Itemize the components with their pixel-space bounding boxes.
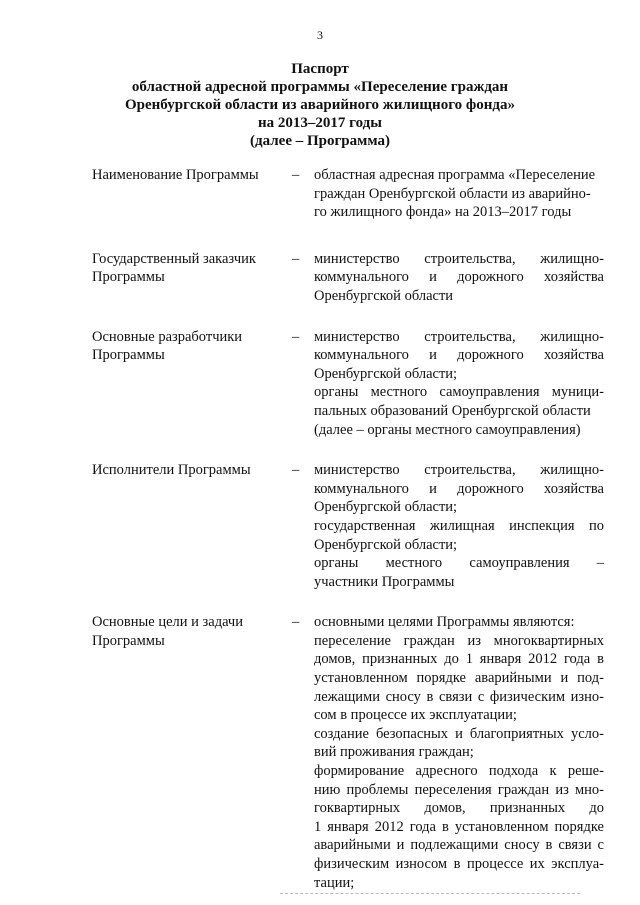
row-label <box>92 328 282 365</box>
row-content-line: сом в процессе их эксплуатации; <box>314 707 517 724</box>
word: подхода <box>488 763 539 780</box>
word: из <box>467 632 481 649</box>
row-label-line: Программы <box>92 347 165 364</box>
row-label-line: Наименование Программы <box>92 167 259 183</box>
word: гоквартирных <box>314 800 401 817</box>
row-content-line: Оренбургской области; <box>314 499 458 516</box>
row-label-line: Программы <box>92 269 165 286</box>
word: из <box>555 781 569 798</box>
passport-row <box>0 461 640 591</box>
word: их <box>529 856 545 872</box>
word: к <box>549 763 557 780</box>
row-dash: – <box>292 614 300 631</box>
title-line: на 2013–2017 годы <box>258 115 382 131</box>
word: с <box>597 837 604 854</box>
word: самоуправления <box>439 384 540 401</box>
row-content <box>314 461 604 591</box>
row-dash: – <box>292 167 300 183</box>
word: переселения <box>414 781 492 798</box>
title-line: Паспорт <box>291 61 349 77</box>
row-content-line <box>314 383 604 402</box>
word: муници- <box>551 384 604 401</box>
word: физическим <box>314 856 390 872</box>
word: домов, <box>314 651 356 668</box>
row-content <box>314 328 604 440</box>
word: в <box>597 651 604 668</box>
word: жилищно- <box>540 250 604 267</box>
word: мно- <box>574 781 604 798</box>
word: и <box>455 725 463 742</box>
word: и <box>429 269 437 286</box>
row-content-line: граждан Оренбургской области из аварийно- <box>314 185 591 202</box>
word: жилищная <box>429 517 495 534</box>
word: января <box>479 651 522 668</box>
word: местного <box>370 384 428 401</box>
word: государственная <box>314 517 416 534</box>
row-content <box>314 613 604 892</box>
word: строительства, <box>424 328 516 345</box>
word: жилищно- <box>540 328 604 345</box>
word: дорожного <box>457 480 524 497</box>
row-content-line <box>314 725 604 744</box>
word: хозяйства <box>544 480 604 497</box>
row-content-line <box>314 688 604 707</box>
word: сносу <box>385 688 421 705</box>
row-content-line <box>314 268 604 287</box>
word: износом <box>395 856 448 872</box>
word: коммунального <box>314 480 409 497</box>
word: дорожного <box>457 347 524 364</box>
word: года <box>563 651 591 668</box>
word: домов, <box>424 800 466 817</box>
word: хозяйства <box>544 269 604 286</box>
word: в <box>453 856 461 872</box>
word: установленном <box>454 818 549 835</box>
passport-row <box>0 328 640 440</box>
word: 1 <box>314 818 322 835</box>
word: хозяйства <box>544 347 604 364</box>
word: создание <box>314 725 369 742</box>
word: министерство <box>314 328 400 345</box>
word: физическим <box>489 688 566 705</box>
word: порядке <box>416 670 466 687</box>
word: благоприятных <box>469 725 564 742</box>
word: связи <box>439 688 473 705</box>
word: до <box>444 651 459 668</box>
row-label-line: Основные цели и задачи <box>92 614 243 631</box>
word: по <box>588 517 604 534</box>
row-label <box>92 613 282 650</box>
word: в <box>442 818 449 835</box>
word: установленном <box>314 670 408 687</box>
row-content-line: участники Программы <box>314 573 455 590</box>
word: и <box>396 837 405 854</box>
word: министерство <box>314 462 400 479</box>
word: дорожного <box>457 269 524 286</box>
row-content-line <box>314 650 604 669</box>
row-content-line: тации; <box>314 874 355 891</box>
page-number: 3 <box>317 28 323 42</box>
title-line: областной адресной программы «Переселение граждан <box>131 79 509 95</box>
word: признанных <box>489 800 566 817</box>
word: граждан <box>403 632 455 649</box>
word: под- <box>577 670 604 687</box>
row-label <box>92 461 282 480</box>
row-content-line <box>314 669 604 688</box>
word: признанных <box>362 651 438 668</box>
word: усло- <box>570 725 604 742</box>
row-dash: – <box>292 328 300 345</box>
word: 1 <box>465 651 473 668</box>
row-content-line <box>314 346 604 365</box>
word: нию <box>314 781 341 798</box>
word: января <box>327 818 369 835</box>
word: связи <box>558 837 592 854</box>
row-content-line <box>314 517 604 536</box>
row-label-line: Программы <box>92 632 165 649</box>
word: лежащими <box>314 688 380 705</box>
row-content-line: го жилищного фонда» на 2013–2017 годы <box>314 204 572 221</box>
word: реше- <box>567 763 604 780</box>
word: формирование <box>314 763 405 780</box>
word: в <box>426 688 434 705</box>
row-content-line <box>314 250 604 269</box>
word: граждан <box>497 781 550 798</box>
row-content-line <box>314 632 604 651</box>
row-content-line <box>314 461 604 480</box>
word: безопасных <box>375 725 449 742</box>
word: сносу <box>504 837 540 854</box>
row-content-line <box>314 328 604 347</box>
word: 2012 <box>528 651 558 668</box>
row-content-line <box>314 836 604 855</box>
word: адресного <box>415 763 478 780</box>
title-line: Оренбургской области из аварийного жилищного фонда» <box>124 97 515 113</box>
word: жилищно- <box>540 462 604 479</box>
word: органы <box>314 555 359 572</box>
passport-row <box>0 613 640 892</box>
word: 2012 <box>374 818 404 835</box>
word: проблемы <box>346 781 409 798</box>
row-label <box>92 250 282 287</box>
row-content-line <box>314 554 604 573</box>
row-content-line <box>314 855 604 874</box>
word: и <box>429 480 437 497</box>
row-content <box>314 166 604 222</box>
row-content-line: пальных образований Оренбургской области <box>314 402 591 419</box>
word: – <box>596 555 604 572</box>
word: в <box>545 837 553 854</box>
word: с <box>477 688 485 705</box>
row-content <box>314 250 604 306</box>
word: процессе <box>466 856 524 872</box>
word: многоквартирных <box>493 632 604 649</box>
word: переселение <box>314 632 391 649</box>
passport-row <box>0 250 640 306</box>
passport-row <box>0 166 640 222</box>
word: коммунального <box>314 347 409 364</box>
row-content-line <box>314 781 604 800</box>
row-content-line <box>314 799 604 818</box>
word: строительства, <box>424 462 516 479</box>
title-line: (далее – Программа) <box>250 133 390 149</box>
row-content-line: Оренбургской области <box>314 287 454 304</box>
row-content-line <box>314 762 604 781</box>
row-label-line: Исполнители Программы <box>92 462 251 479</box>
word: органы <box>314 384 359 401</box>
word: самоуправления <box>469 555 570 572</box>
row-label-line: Основные разработчики <box>92 328 243 345</box>
word: до <box>589 800 604 817</box>
document-title <box>0 60 640 150</box>
row-content-line: (далее – органы местного самоуправления) <box>314 421 581 438</box>
row-content-line <box>314 480 604 499</box>
word: изно- <box>570 688 604 705</box>
word: эксплуа- <box>551 856 604 872</box>
row-label <box>92 166 282 185</box>
row-content-line: Оренбургской области; <box>314 536 458 553</box>
row-content-line: Оренбургской области; <box>314 365 458 382</box>
word: строительства, <box>424 250 516 267</box>
word: подлежащими <box>410 837 499 854</box>
passport-table <box>0 166 640 892</box>
word: местного <box>385 555 443 572</box>
word: года <box>409 818 436 835</box>
page-edge-artifact <box>280 893 580 897</box>
word: коммунального <box>314 269 409 286</box>
word: инспекция <box>509 517 575 534</box>
row-dash: – <box>292 462 300 479</box>
row-dash: – <box>292 250 300 267</box>
word: аварийными <box>474 670 552 687</box>
word: и <box>429 347 437 364</box>
word: министерство <box>314 250 400 267</box>
row-content-line: вий проживания граждан; <box>314 744 474 761</box>
row-content-line: основными целями Программы являются: <box>314 614 575 631</box>
word: порядке <box>554 818 604 835</box>
row-content-line <box>314 818 604 837</box>
word: аварийными <box>314 837 391 854</box>
word: и <box>560 670 569 687</box>
row-content-line: областная адресная программа «Переселение <box>314 167 596 183</box>
row-label-line: Государственный заказчик <box>92 250 256 267</box>
